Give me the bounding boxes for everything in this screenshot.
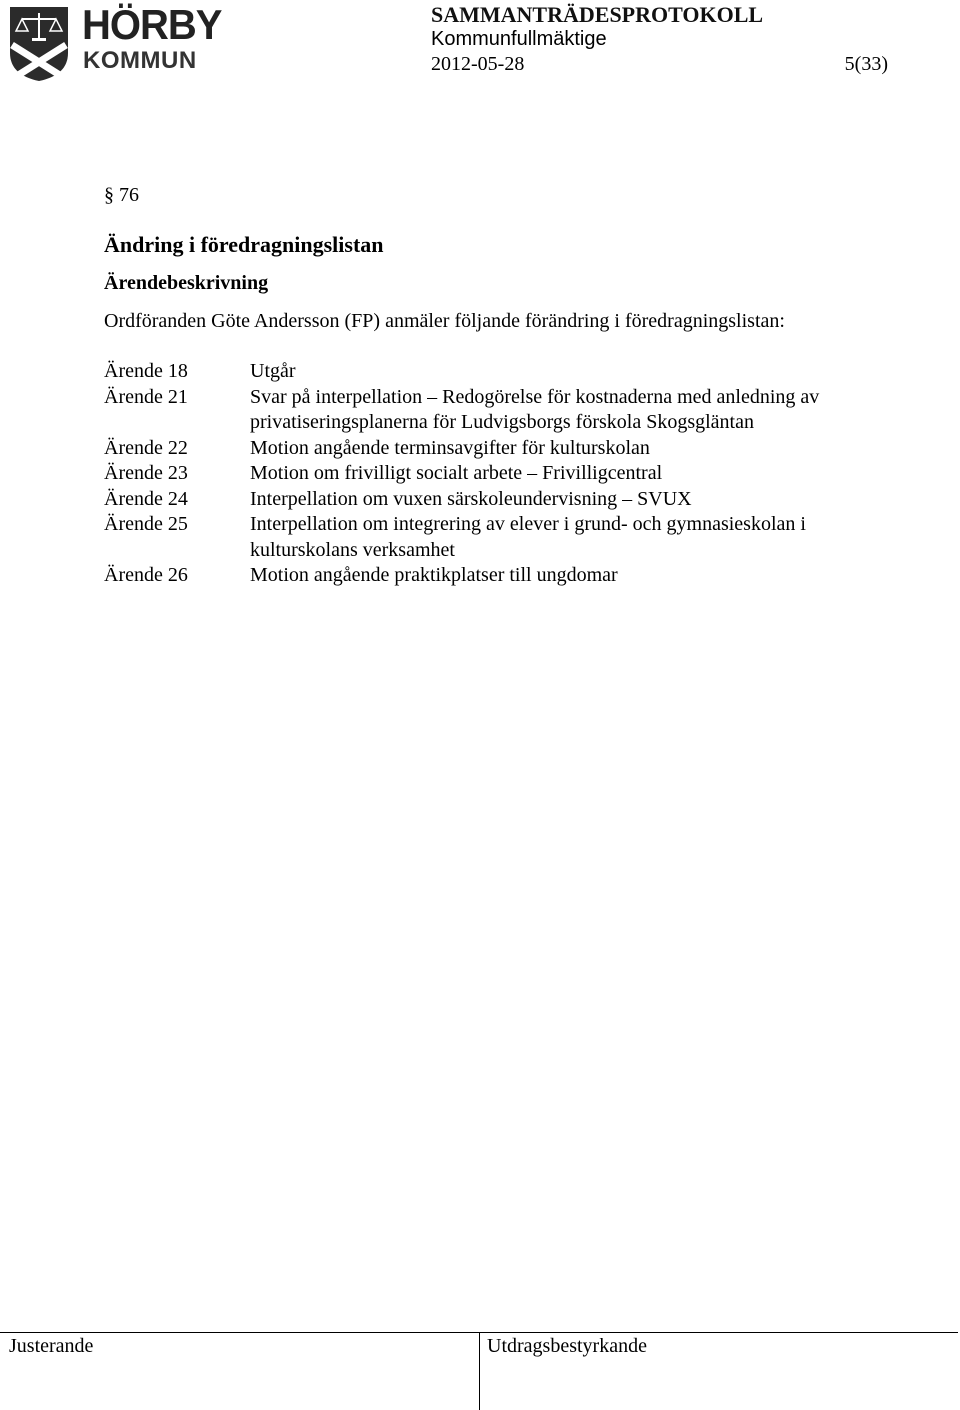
list-item [104, 359, 904, 385]
footer-column-divider [479, 1332, 480, 1410]
item-text: Motion angående praktikplatser till ungdomar [250, 564, 618, 586]
list-item [104, 385, 904, 436]
page-number: 5(33) [844, 53, 888, 75]
footer-certification-label: Utdragsbestyrkande [487, 1335, 647, 1357]
item-label: Ärende 26 [104, 564, 188, 586]
list-item [104, 512, 904, 563]
page-title: Ändring i föredragningslistan [104, 232, 384, 257]
paragraph-number: § 76 [104, 184, 139, 206]
list-item [104, 487, 904, 513]
intro-text: Ordföranden Göte Andersson (FP) anmäler följande förändring i föredragningslistan: [104, 310, 785, 332]
section-heading: Ärendebeskrivning [104, 272, 269, 294]
footer-adjuster-label: Justerande [9, 1335, 94, 1357]
governing-body: Kommunfullmäktige [431, 28, 607, 50]
document-type: SAMMANTRÄDESPROTOKOLL [431, 2, 764, 27]
item-text: Utgår [250, 360, 296, 382]
item-label: Ärende 23 [104, 462, 188, 484]
coat-of-arms-icon [8, 5, 70, 83]
list-item [104, 436, 904, 462]
list-item [104, 461, 904, 487]
item-text: Svar på interpellation – Redogörelse för kostnaderna med anledning av privatiseringsplanerna för Ludvigsborgs förskola Skogsgläntan [250, 385, 820, 433]
item-label: Ärende 25 [104, 513, 188, 535]
item-text: Motion om frivilligt socialt arbete – Frivilligcentral [250, 462, 663, 484]
item-text: Interpellation om integrering av elever i grund- och gymnasieskolan i kulturskolans verksamhet [250, 513, 806, 561]
item-label: Ärende 18 [104, 360, 188, 382]
meeting-date: 2012-05-28 [431, 53, 525, 75]
item-text: Motion angående terminsavgifter för kulturskolan [250, 436, 650, 459]
logo-subtitle: KOMMUN [83, 47, 197, 74]
municipality-logo [8, 2, 222, 85]
agenda-change-list [104, 359, 904, 589]
item-label: Ärende 24 [104, 487, 188, 510]
item-label: Ärende 21 [104, 385, 188, 408]
item-text: Interpellation om vuxen särskoleundervisning – SVUX [250, 487, 692, 510]
list-item [104, 563, 904, 589]
item-label: Ärende 22 [104, 436, 188, 459]
logo-name: HÖRBY [82, 2, 222, 49]
